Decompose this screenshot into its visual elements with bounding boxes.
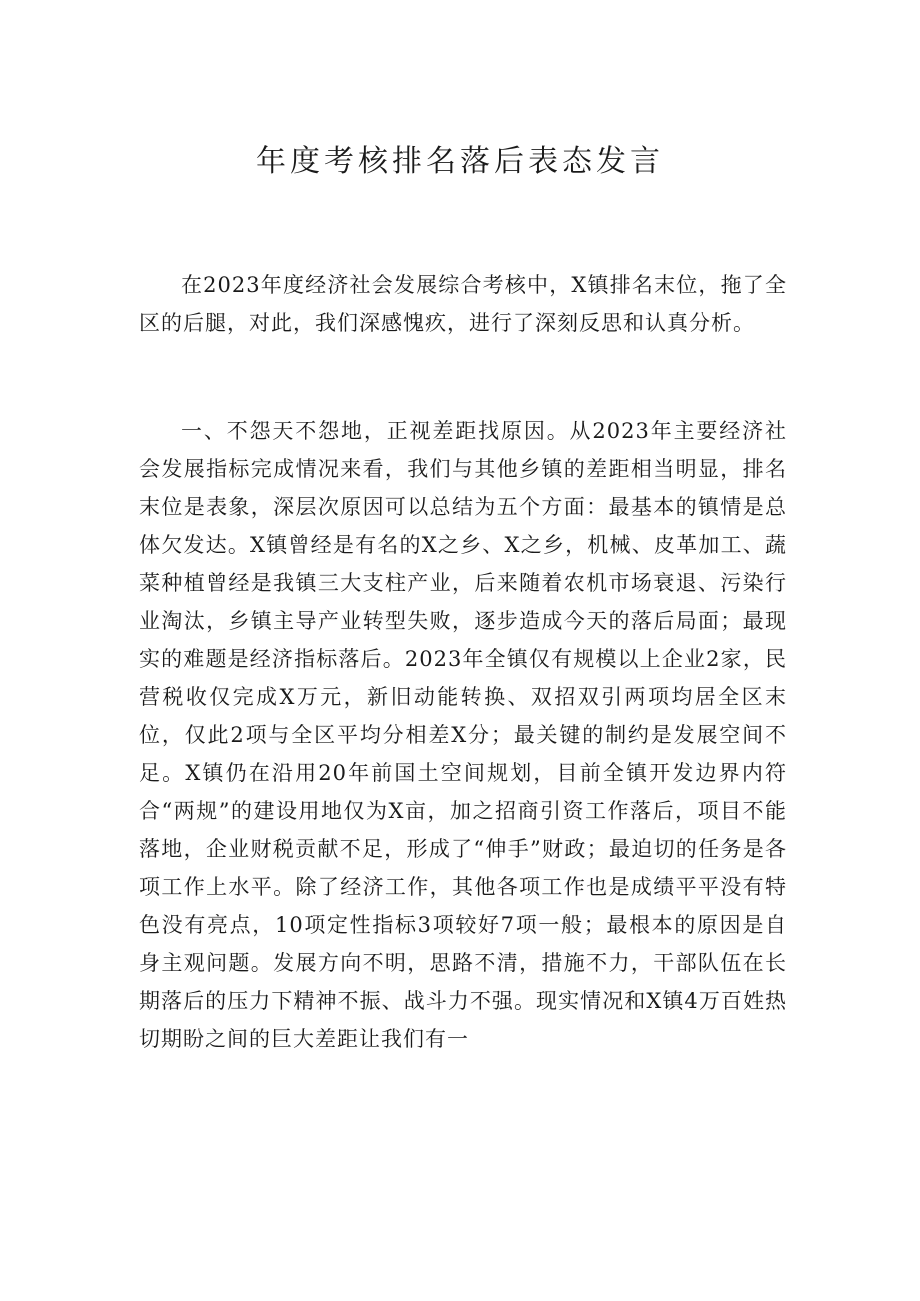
document-title: 年度考核排名落后表态发言: [256, 144, 664, 179]
paragraph-intro: 在2023年度经济社会发展综合考核中，X镇排名末位，拖了全区的后腿，对此，我们深感愧疚，进行了深刻反思和认真分析。: [139, 273, 787, 335]
paragraph-section-one: 一、不怨天不怨地，正视差距找原因。从2023年主要经济社会发展指标完成情况来看，我们与其他乡镇的差距相当明显，排名末位是表象，深层次原因可以总结为五个方面：最基本的镇情是总体欠发达。X镇曾经是有名的X之乡、X之乡，机械、皮革加工、蔬菜种植曾经是我镇三大支柱产业，后来随着农机市场衰退、污染行业淘汰，乡镇主导产业转型失败，逐步造成今天的落后局面；最现实的难题是经济指标落后。2023年全镇仅有规模以上企业2家，民营税收仅完成X万元，新旧动能转换、双招双引两项均居全区末位，仅此2项与全区平均分相差X分；最关键的制约是发展空间不足。X镇仍在沿用20年前国土空间规划，目前全镇开发边界内符合“两规”的建设用地仅为X亩，加之招商引资工作落后，项目不能落地，企业财税贡献不足，形成了“伸手”财政；最迫切的任务是各项工作上水平。除了经济工作，其他各项工作也是成绩平平没有特色没有亮点，10项定性指标3项较好7项一般；最根本的原因是自身主观问题。发展方向不明，思路不清，措施不力，干部队伍在长期落后的压力下精神不振、战斗力不强。现实情况和X镇4万百姓热切期盼之间的巨大差距让我们有一: [139, 419, 787, 1051]
